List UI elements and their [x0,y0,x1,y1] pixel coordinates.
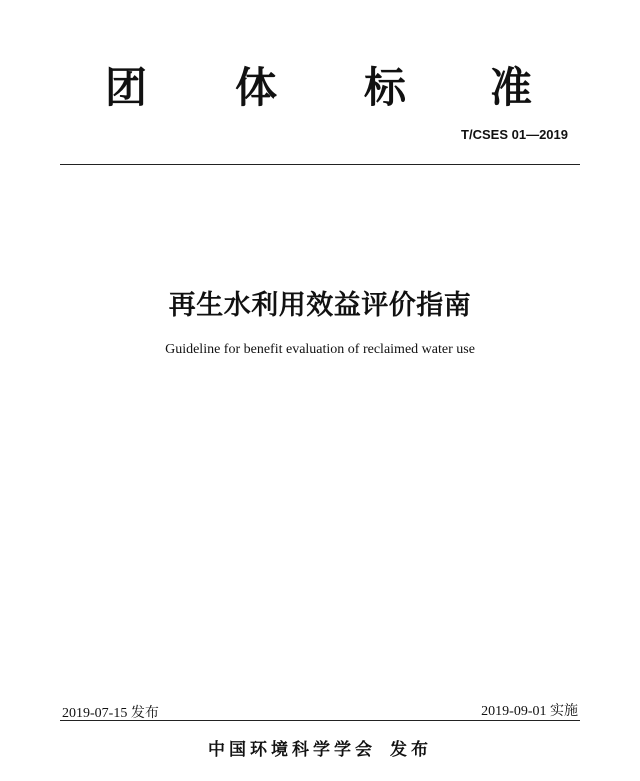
standard-type-char: 体 [235,63,278,112]
standard-type-char: 团 [105,63,148,112]
publish-label: 发布 [390,740,432,760]
publisher-line [0,735,640,760]
top-divider [60,164,580,165]
standard-type-char: 标 [364,63,407,112]
document-title-chinese: 再生水利用效益评价指南 [168,290,472,321]
implementation-date: 2019-09-01 实施 [481,704,578,719]
standard-number: T/CSES 01—2019 [461,127,568,142]
bottom-divider [60,720,580,721]
standard-type-char: 准 [490,63,533,112]
standard-type-heading [60,62,580,114]
document-title-english: Guideline for benefit evaluation of reclaimed water use [165,342,475,357]
publisher-name: 中国环境科学学会 [208,740,376,760]
issue-date: 2019-07-15 发布 [62,706,159,721]
